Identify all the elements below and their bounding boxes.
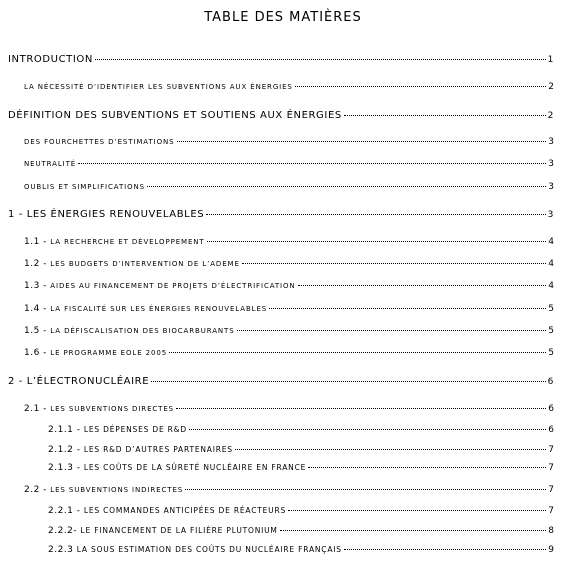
toc-entry-text: LES COÛTS DE LA SÛRETÉ NUCLÉAIRE EN FRANCE — [83, 463, 307, 472]
toc-dot-leader — [185, 489, 546, 490]
toc-entry-number: 1.1 - — [24, 237, 51, 247]
toc-dot-leader — [237, 330, 547, 331]
toc-dot-leader — [235, 449, 546, 450]
toc-entry-label — [8, 376, 149, 387]
toc-entry-label — [48, 506, 286, 516]
toc-entry-text: LA RECHERCHE ET DÉVELOPPEMENT — [50, 238, 205, 246]
toc-entry-number: 1.6 - — [24, 348, 51, 358]
toc-dot-leader — [344, 115, 546, 116]
toc-entry[interactable] — [24, 82, 554, 92]
toc-entry-number: 2.1 - — [24, 404, 51, 414]
toc-entry[interactable] — [24, 326, 554, 336]
toc-entry-text: NEUTRALITÉ — [24, 160, 77, 168]
toc-dot-leader — [147, 186, 546, 187]
toc-entry-text: LA SOUS ESTIMATION DES COÛTS DU NUCLÉAIRE FRANÇAIS — [76, 545, 342, 554]
toc-entry-label — [8, 54, 93, 65]
toc-dot-leader — [288, 510, 546, 511]
toc-page-number: 4 — [548, 281, 554, 291]
toc-entry-text: LES SUBVENTIONS INDIRECTES — [50, 486, 184, 494]
toc-entry-label — [24, 259, 240, 269]
toc-entry[interactable] — [8, 376, 554, 387]
toc-page-number: 6 — [548, 404, 554, 414]
toc-page-number: 7 — [548, 445, 554, 455]
toc-entry-number: 1.3 - — [24, 281, 51, 291]
toc-page-number: 3 — [548, 182, 554, 192]
toc-entry-label — [48, 463, 306, 473]
toc-dot-leader — [95, 59, 546, 60]
toc-page-number: 7 — [548, 506, 554, 516]
toc-entry[interactable] — [24, 159, 554, 169]
toc-page-number: 5 — [548, 348, 554, 358]
toc-dot-leader — [269, 308, 546, 309]
toc-dot-leader — [242, 263, 546, 264]
toc-dot-leader — [169, 352, 546, 353]
toc-entry-text: DÉFINITION DES SUBVENTIONS ET SOUTIENS AUX ÉNERGIES — [8, 110, 342, 121]
toc-page-number: 4 — [548, 237, 554, 247]
toc-entry-label — [24, 83, 293, 91]
toc-page-number: 9 — [548, 545, 554, 555]
toc-entry-text: LES R&D D’AUTRES PARTENAIRES — [83, 445, 233, 454]
toc-entry-text: INTRODUCTION — [8, 54, 93, 65]
toc-entry-text: LA FISCALITÉ SUR LES ÉNERGIES RENOUVELABLES — [50, 305, 268, 313]
toc-entry-text: 1 - LES ÉNERGIES RENOUVELABLES — [8, 209, 205, 220]
toc-dot-leader — [280, 530, 547, 531]
toc-entry-number: 2.2.3 — [48, 545, 77, 555]
toc-entry-text: LA NÉCESSITÉ D’IDENTIFIER LES SUBVENTIONS AUX ÉNERGIES — [24, 83, 293, 91]
toc-dot-leader — [207, 241, 547, 242]
toc-dot-leader — [344, 549, 546, 550]
toc-entry[interactable] — [24, 137, 554, 147]
toc-entry[interactable] — [8, 209, 554, 220]
toc-dot-leader — [298, 285, 547, 286]
toc-entry-text: LES DÉPENSES DE R&D — [83, 425, 187, 434]
toc-entry[interactable] — [48, 463, 554, 473]
toc-entry-number: 2.2 - — [24, 485, 51, 495]
toc-page-number: 5 — [548, 304, 554, 314]
toc-entry-text: LES BUDGETS D’INTERVENTION DE L’ADEME — [50, 260, 240, 268]
toc-page-number: 7 — [548, 463, 554, 473]
toc-entry[interactable] — [24, 259, 554, 269]
toc-entry[interactable] — [24, 485, 554, 495]
toc-entry[interactable] — [8, 110, 554, 121]
toc-entry[interactable] — [48, 425, 554, 435]
toc-entry-label — [24, 348, 167, 358]
toc-entry-label — [24, 404, 174, 414]
toc-entry-number: 2.2.2- — [48, 526, 81, 536]
toc-entry-label — [48, 545, 342, 555]
toc-entry-number: 2.2.1 - — [48, 506, 84, 516]
toc-page-number: 8 — [548, 526, 554, 536]
toc-entry[interactable] — [48, 526, 554, 536]
toc-entry-number: 1.2 - — [24, 259, 51, 269]
toc-page-number: 3 — [548, 159, 554, 169]
toc-page-number: 3 — [547, 210, 554, 220]
toc-dot-leader — [177, 141, 547, 142]
toc-entry-text: LE FINANCEMENT DE LA FILIÈRE PLUTONIUM — [80, 526, 278, 535]
toc-entry-label — [8, 209, 204, 220]
toc-entry[interactable] — [48, 506, 554, 516]
toc-title: TABLE DES MATIÈRES — [204, 10, 362, 25]
toc-entry-label — [24, 138, 175, 146]
toc-entry[interactable] — [24, 304, 554, 314]
toc-page-number: 4 — [548, 259, 554, 269]
toc-entry-label — [48, 526, 278, 536]
toc-page-number: 6 — [547, 377, 554, 387]
toc-page-number: 5 — [548, 326, 554, 336]
toc-dot-leader — [151, 381, 546, 382]
toc-entry-label — [8, 110, 342, 121]
toc-page-number: 6 — [548, 425, 554, 435]
toc-entry-label — [24, 281, 296, 291]
toc-entry-text: LES COMMANDES ANTICIPÉES DE RÉACTEURS — [83, 506, 287, 515]
toc-entry-text: AIDES AU FINANCEMENT DE PROJETS D’ÉLECTRIFICATION — [50, 282, 296, 290]
toc-entry[interactable] — [48, 445, 554, 455]
toc-entry-text: DES FOURCHETTES D’ESTIMATIONS — [24, 138, 175, 146]
toc-entry-label — [24, 183, 145, 191]
toc-entry-label — [24, 304, 267, 314]
toc-entry[interactable] — [24, 404, 554, 414]
toc-dot-leader — [176, 408, 546, 409]
toc-dot-leader — [206, 214, 545, 215]
toc-entry[interactable] — [8, 54, 554, 65]
toc-entry-text: LE PROGRAMME EOLE 2005 — [50, 349, 168, 357]
toc-entry-text: LA DÉFISCALISATION DES BIOCARBURANTS — [50, 327, 235, 335]
toc-entry-label — [24, 485, 183, 495]
toc-page-number: 2 — [548, 82, 554, 92]
toc-dot-leader — [308, 467, 546, 468]
toc-dot-leader — [189, 429, 546, 430]
toc-entry[interactable] — [24, 281, 554, 291]
toc-dot-leader — [295, 86, 546, 87]
toc-entry-label — [48, 425, 187, 435]
toc-entry[interactable] — [24, 237, 554, 247]
toc-entry-number: 2.1.3 - — [48, 463, 84, 473]
toc-entry-text: OUBLIS ET SIMPLIFICATIONS — [24, 183, 145, 191]
toc-entry[interactable] — [24, 182, 554, 192]
toc-entry-label — [24, 237, 205, 247]
toc-entry-text: LES SUBVENTIONS DIRECTES — [50, 405, 175, 413]
toc-page-number: 2 — [547, 111, 554, 121]
toc-entry-number: 2.1.2 - — [48, 445, 84, 455]
toc-page-number: 1 — [547, 55, 554, 65]
toc-entry-label — [24, 326, 235, 336]
toc-entry-text: 2 - L’ÉLECTRONUCLÉAIRE — [8, 376, 150, 387]
toc-page-number: 7 — [548, 485, 554, 495]
toc-entry-number: 1.5 - — [24, 326, 51, 336]
toc-entry-number: 1.4 - — [24, 304, 51, 314]
toc-entry-label — [24, 160, 76, 168]
toc-entry-number: 2.1.1 - — [48, 425, 84, 435]
toc-entry-label — [48, 445, 233, 455]
toc-dot-leader — [78, 163, 546, 164]
toc-entry[interactable] — [24, 348, 554, 358]
toc-page-number: 3 — [548, 137, 554, 147]
toc-entry[interactable] — [48, 545, 554, 555]
